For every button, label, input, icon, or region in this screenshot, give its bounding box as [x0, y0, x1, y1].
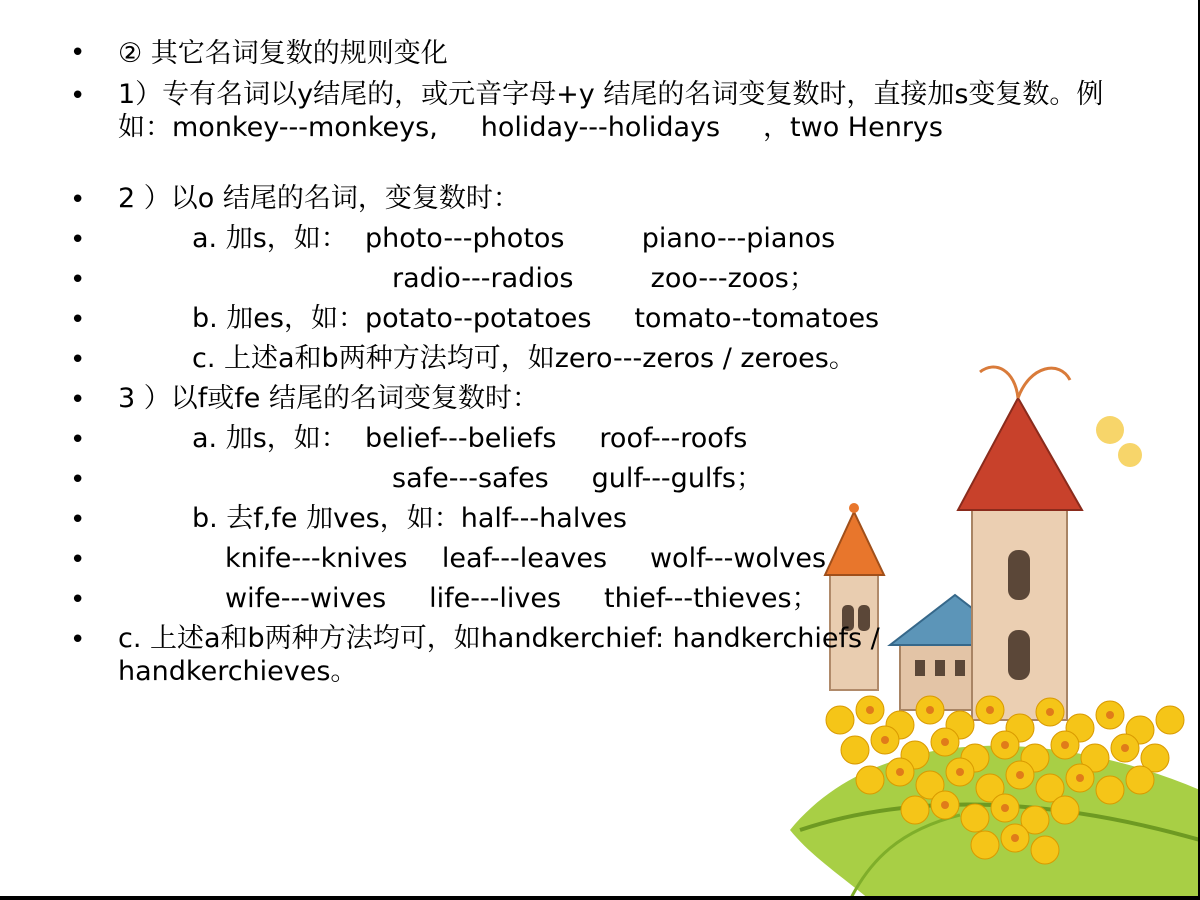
slide-border-bottom [0, 896, 1200, 900]
text-line: 2 ）以o 结尾的名词，变复数时： [118, 183, 520, 214]
text-line: wife---wives life---lives thief---thieves； [225, 583, 819, 614]
text-line: c. 上述a和b两种方法均可，如zero---zeros / zeroes。 [192, 343, 856, 374]
bullet-dot-icon: • [70, 425, 86, 455]
bullet-dot-icon: • [70, 625, 86, 655]
bullet-dot-icon: • [70, 225, 86, 255]
bullet-dot-icon: • [70, 265, 86, 295]
bullet-dot-icon: • [70, 185, 86, 215]
bullet-dot-icon: • [70, 305, 86, 335]
text-line: c. 上述a和b两种方法均可，如handkerchief: handkerchiefs / handkerchieves。 [118, 623, 889, 687]
bullet-dot-icon: • [70, 545, 86, 575]
bullet-dot-icon: • [70, 385, 86, 415]
bullet-dot-icon: • [70, 505, 86, 535]
bullet-dot-icon: • [70, 465, 86, 495]
text-line: a. 加s，如： belief---beliefs roof---roofs [192, 423, 748, 454]
text-line: safe---safes gulf---gulfs； [392, 463, 763, 494]
bullet-dot-icon: • [70, 81, 86, 111]
text-line: ② 其它名词复数的规则变化 [118, 38, 448, 69]
bullet-dot-icon: • [70, 585, 86, 615]
text-line: radio---radios zoo---zoos； [392, 263, 816, 294]
text-line: 3 ）以f或fe 结尾的名词变复数时： [118, 383, 539, 414]
text-line: knife---knives leaf---leaves wolf---wolves [225, 543, 827, 574]
text-line: 1）专有名词以y结尾的，或元音字母+y 结尾的名词变复数时，直接加s变复数。例如：monkey---monkeys, holiday---holidays ，two Henrys [118, 79, 1104, 143]
text-line: a. 加s，如： photo---photos piano---pianos [192, 223, 836, 254]
text-line: b. 去f,fe 加ves，如：half---halves [192, 503, 627, 534]
bullet-dot-icon: • [70, 38, 86, 68]
bullet-dot-icon: • [70, 345, 86, 375]
text-line: b. 加es，如：potato--potatoes tomato--tomatoes [192, 303, 880, 334]
